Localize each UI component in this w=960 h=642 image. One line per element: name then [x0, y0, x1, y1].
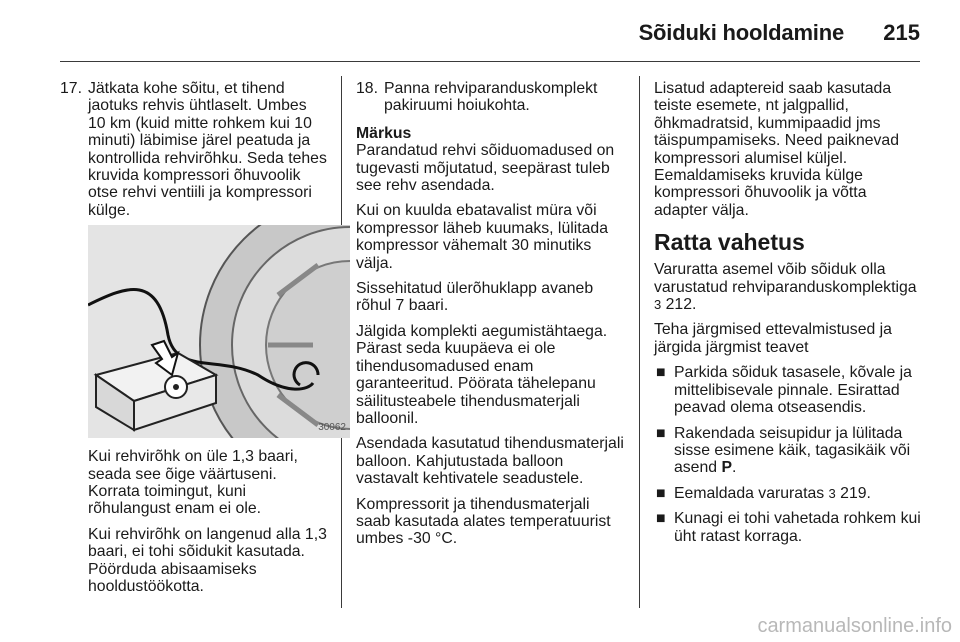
bullet-square-icon: ■ — [656, 364, 666, 382]
bullet-square-icon: ■ — [656, 424, 666, 442]
header-divider — [60, 61, 920, 62]
step-text: Jätkata kohe sõitu, et tihend jaotuks rehvis ühtlaselt. Umbes 10 km (kuid mitte rohkem kui 10 minuti) läbimise järel peatuda ja kontrollida rehvirõhku. Seda tehes kruvida kompressori õhuvoolik otse rehvi ventiili ja kompressori külge. — [88, 80, 327, 219]
bullet-item: ■ Eemaldada varuratas 3 219. — [656, 484, 871, 502]
chapter-title: Sõiduki hooldamine — [638, 20, 844, 45]
watermark: carmanualsonline.info — [757, 615, 952, 637]
column-1 — [60, 80, 346, 604]
bullet-square-icon: ■ — [656, 510, 666, 528]
bullet-item: ■ Rakendada seisupidur ja lülitada sisse esimene käik, tagasikäik või asend P. — [656, 424, 911, 477]
paragraph: Teha järgmised ettevalmistused ja järgida järgmist teavet — [654, 321, 892, 356]
paragraph: Kui rehvirõhk on langenud alla 1,3 baari, ei tohi sõidukit kasutada. Pöörduda abisaamiseks hooldustöökotta. — [88, 525, 327, 596]
tire-compressor-image — [88, 225, 350, 438]
figure-code: 30062 — [318, 421, 346, 433]
note-paragraph: Asendada kasutatud tihendusmaterjali balloon. Kahjutustada balloon vastavalt kehtivatele seadustele. — [356, 435, 624, 488]
note-paragraph: Kompressorit ja tihendusmaterjali saab kasutada alates temperatuurist umbes -30 °C. — [356, 495, 611, 548]
note-heading: Märkus — [356, 124, 412, 142]
bullet-item: ■ Parkida sõiduk tasasele, kõvale ja mittelibisevale pinnale. Esirattad peavad olema otseasendis. — [656, 364, 912, 417]
column-divider-2 — [639, 76, 640, 608]
column-2 — [356, 80, 626, 556]
page-reference[interactable]: 219. — [840, 484, 871, 502]
step-number: 18. — [356, 80, 378, 97]
bullet-square-icon: ■ — [656, 484, 666, 502]
note-paragraph: Kui on kuulda ebatavalist müra või kompressor läheb kuumaks, lülitada kompressor vähemalt 30 minutiks välja. — [356, 202, 608, 272]
paragraph: Lisatud adaptereid saab kasutada teiste esemete, nt jalgpallid, õhkmadratsid, kummipaadid jms täispumpamiseks. Need paiknevad kompressori alumisel küljel. Eemaldamiseks kruvida külge kompressori õhuvoolik ja võtta adapter välja. — [654, 80, 899, 219]
compressor-illustration — [88, 225, 350, 438]
note-paragraph: Jälgida komplekti aegumistähtaega. Pärast seda kuupäeva ei ole tihendusomadused enam garanteeritud. Pöörata tähelepanu säilitusteabele tihendusmaterjali balloonil. — [356, 322, 608, 427]
page-number: 215 — [883, 20, 920, 45]
step-18 — [356, 80, 626, 115]
bullet-item: ■ Kunagi ei tohi vahetada rohkem kui üht ratast korraga. — [656, 510, 921, 545]
gear-position-p: P — [721, 459, 732, 477]
page-reference-icon: 3 — [828, 485, 836, 501]
step-17 — [60, 80, 328, 219]
intro-paragraph: Varuratta asemel võib sõiduk olla varustatud rehviparanduskomplektiga 3 212. — [654, 261, 917, 314]
paragraph: Kui rehvirõhk on üle 1,3 baari, seada see õige väärtuseni. Korrata toimingut, kuni rõhulangust enam ei ole. — [88, 448, 298, 518]
note-paragraph: Sissehitatud ülerõhuklapp avaneb rõhul 7 baari. — [356, 280, 594, 315]
step-number: 17. — [60, 80, 82, 97]
step-text: Panna rehviparanduskomplekt pakiruumi hoiukohta. — [384, 80, 598, 115]
column-3 — [654, 80, 922, 553]
note-paragraph: Parandatud rehvi sõiduomadused on tugevasti mõjutatud, seepärast tuleb see rehv asendada. — [356, 142, 615, 195]
page-reference[interactable]: 212. — [665, 296, 697, 314]
section-title: Ratta vahetus — [654, 229, 805, 256]
page-reference-icon: 3 — [654, 297, 662, 313]
